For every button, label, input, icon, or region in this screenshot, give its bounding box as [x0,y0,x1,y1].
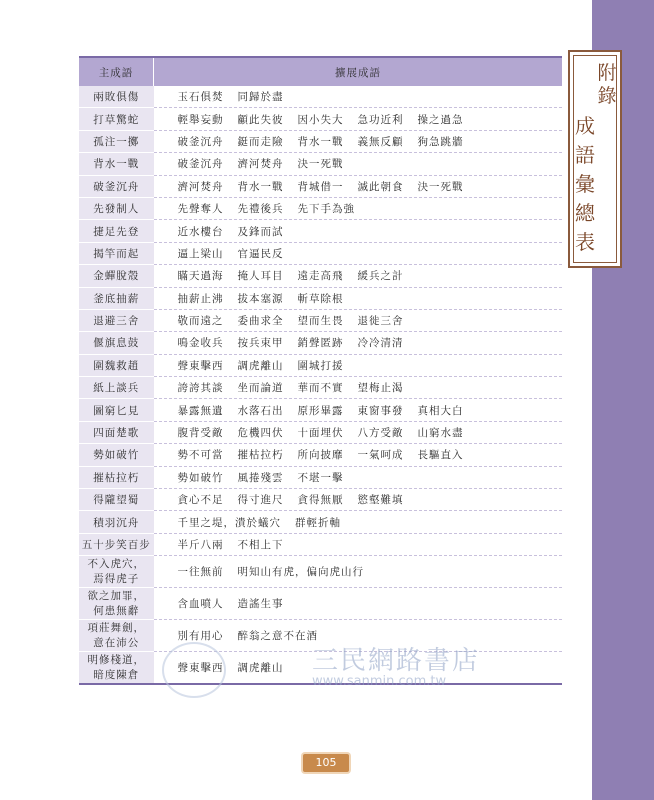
extended-idiom: 勢不可當 [177,449,224,462]
extended-idiom: 調虎離山 [237,359,284,372]
extended-idioms [154,489,563,511]
extended-idiom: 腹背受敵 [177,427,224,440]
table-row [79,444,562,466]
extended-idiom: 濟河焚舟 [177,180,224,193]
header-main-idiom: 主成語 [79,57,154,86]
extended-idiom: 半斤八兩 [177,539,224,551]
main-idiom: 金蟬脫殼 [79,265,154,287]
extended-idioms [154,242,563,264]
table-row [79,489,562,511]
extended-idioms [154,197,563,219]
main-idiom: 不入虎穴， 焉得虎子 [79,556,154,588]
extended-idiom: 委曲求全 [237,315,284,328]
extended-idiom: 聲東擊西 [177,662,224,675]
title-char: 彙 [575,172,595,196]
extended-idiom: 明知山有虎，偏向虎山行 [237,566,364,579]
table-row [79,86,562,108]
title-char: 錄 [597,85,617,107]
main-idiom: 釜底抽薪 [79,287,154,309]
extended-idioms [154,652,563,685]
extended-idiom: 望而生畏 [297,315,344,328]
title-char: 附 [597,62,617,84]
table-row [79,197,562,219]
main-idiom: 勢如破竹 [79,444,154,466]
extended-idiom: 圍城打援 [297,359,344,372]
extended-idioms [154,556,563,588]
extended-idiom: 群輕折軸 [295,516,341,529]
extended-idioms [154,620,563,652]
main-idiom: 積羽沉舟 [79,511,154,533]
extended-idiom: 官逼民反 [237,247,284,260]
extended-idiom: 先禮後兵 [237,203,284,216]
main-idiom: 紙上談兵 [79,377,154,399]
main-idiom: 揭竿而起 [79,242,154,264]
extended-idiom: 十面埋伏 [297,427,344,440]
extended-idiom: 華而不實 [297,382,344,395]
extended-idiom: 先下手為強 [297,203,355,216]
extended-idiom: 水落石出 [237,404,284,417]
main-idiom: 五十步笑百步 [79,533,154,555]
extended-idioms [154,377,563,399]
extended-idioms [154,399,563,421]
main-idiom: 明修棧道， 暗度陳倉 [79,652,154,685]
main-idiom: 欲之加罪， 何患無辭 [79,588,154,620]
table-row [79,153,562,175]
extended-idiom: 近水樓台 [177,225,224,238]
table-row [79,652,562,685]
extended-idiom: 一往無前 [177,566,224,579]
extended-idiom: 操之過急 [417,113,464,126]
extended-idioms [154,86,563,108]
extended-idiom: 摧枯拉朽 [237,449,284,462]
idiom-table [79,56,562,685]
page-number: 105 [303,754,349,772]
extended-idiom: 掩人耳目 [237,270,284,283]
table-row [79,354,562,376]
extended-idiom: 拔本塞源 [237,292,284,305]
extended-idiom: 玉石俱焚 [177,91,224,104]
main-idiom: 四面楚歌 [79,421,154,443]
extended-idiom: 鳴金收兵 [177,337,224,350]
extended-idiom: 濟河焚舟 [237,158,284,171]
extended-idioms [154,153,563,175]
extended-idiom: 一氣呵成 [357,449,404,462]
table-row [79,242,562,264]
appendix-title [574,112,596,257]
table-row [79,265,562,287]
extended-idiom: 退徙三舍 [357,315,404,328]
table-row [79,220,562,242]
title-char: 成 [575,114,595,138]
main-idiom: 圍魏救趙 [79,354,154,376]
table-row [79,421,562,443]
extended-idiom: 山窮水盡 [417,427,464,440]
extended-idiom: 不堪一擊 [297,471,344,484]
extended-idiom: 同歸於盡 [237,91,284,104]
extended-idiom: 原形畢露 [297,404,344,417]
extended-idiom: 敬而遠之 [177,315,224,328]
extended-idiom: 斬草除根 [297,292,344,305]
table-row [79,287,562,309]
extended-idiom: 冷冷清清 [357,337,404,350]
extended-idiom: 東窗事發 [357,404,404,417]
watermark-name: 三民網路書店 [312,646,481,676]
extended-idiom: 因小失大 [297,113,344,126]
table-row [79,556,562,588]
main-idiom: 先發制人 [79,197,154,219]
table-row [79,588,562,620]
extended-idiom: 瞞天過海 [177,270,224,283]
extended-idiom: 逼上梁山 [177,247,224,260]
table-row [79,175,562,197]
extended-idioms [154,309,563,331]
watermark-url: www.sanmin.com.tw [312,674,447,689]
extended-idioms [154,444,563,466]
extended-idiom: 長驅直入 [417,449,464,462]
extended-idioms [154,108,563,130]
extended-idiom: 義無反顧 [357,135,404,148]
table-row [79,533,562,555]
header-extended-idioms: 擴展成語 [154,57,563,86]
appendix-label [596,62,618,108]
table-row [79,399,562,421]
extended-idiom: 遠走高飛 [297,270,344,283]
extended-idiom: 按兵束甲 [237,337,284,350]
extended-idioms [154,588,563,620]
title-char: 語 [575,143,595,167]
extended-idiom: 顧此失彼 [237,113,284,126]
table-row [79,620,562,652]
main-idiom: 得隴望蜀 [79,489,154,511]
extended-idiom: 緩兵之計 [357,270,404,283]
extended-idiom: 聲東擊西 [177,359,224,372]
main-idiom: 圖窮匕見 [79,399,154,421]
main-idiom: 打草驚蛇 [79,108,154,130]
extended-idiom: 造謠生事 [237,598,284,611]
main-idiom: 兩敗俱傷 [79,86,154,108]
table-row [79,377,562,399]
extended-idiom: 銷聲匿跡 [297,337,344,350]
extended-idioms [154,220,563,242]
main-idiom: 偃旗息鼓 [79,332,154,354]
extended-idiom: 先聲奪人 [177,203,224,216]
main-idiom: 退避三舍 [79,309,154,331]
title-char: 表 [575,230,595,254]
main-idiom: 孤注一擲 [79,130,154,152]
extended-idioms [154,332,563,354]
extended-idioms [154,533,563,555]
extended-idiom: 及鋒而試 [237,225,284,238]
extended-idiom: 暴露無遺 [177,404,224,417]
extended-idiom: 決一死戰 [417,180,464,193]
extended-idiom: 勢如破竹 [177,471,224,484]
extended-idioms [154,130,563,152]
extended-idiom: 別有用心 [177,630,224,643]
extended-idiom: 誇誇其談 [177,382,224,395]
main-idiom: 摧枯拉朽 [79,466,154,488]
extended-idiom: 望梅止渴 [357,382,404,395]
table-row [79,130,562,152]
extended-idiom: 所向披靡 [297,449,344,462]
table-row [79,466,562,488]
extended-idiom: 不相上下 [237,539,284,551]
extended-idiom: 狗急跳牆 [417,135,464,148]
extended-idiom: 滅此朝食 [357,180,404,193]
extended-idiom: 貪心不足 [177,494,224,507]
extended-idiom: 坐而論道 [237,382,284,395]
extended-idioms [154,287,563,309]
extended-idioms [154,265,563,287]
extended-idiom: 決一死戰 [297,158,344,171]
extended-idiom: 真相大白 [417,404,464,417]
extended-idiom: 鋌而走險 [237,135,284,148]
extended-idiom: 八方受敵 [357,427,404,440]
extended-idioms [154,421,563,443]
extended-idiom: 抽薪止沸 [177,292,224,305]
main-idiom: 背水一戰 [79,153,154,175]
table-row [79,309,562,331]
extended-idioms [154,466,563,488]
main-idiom: 破釜沉舟 [79,175,154,197]
extended-idiom: 風捲殘雲 [237,471,284,484]
extended-idiom: 含血噴人 [177,598,224,611]
extended-idioms [154,354,563,376]
extended-idiom: 背城借一 [297,180,344,193]
extended-idiom: 破釜沉舟 [177,158,224,171]
main-idiom: 項莊舞劍， 意在沛公 [79,620,154,652]
extended-idiom: 背水一戰 [237,180,284,193]
table-row [79,332,562,354]
main-idiom: 捷足先登 [79,220,154,242]
extended-idiom: 危機四伏 [237,427,284,440]
extended-idioms [154,175,563,197]
extended-idiom: 千里之堤，潰於蟻穴 [177,516,281,529]
extended-idiom: 急功近利 [357,113,404,126]
table-row [79,511,562,533]
extended-idiom: 貪得無厭 [297,494,344,507]
appendix-title-box [568,50,622,268]
title-char: 總 [575,201,595,225]
extended-idiom: 輕舉妄動 [177,113,224,126]
extended-idiom: 醉翁之意不在酒 [237,630,318,643]
extended-idiom: 慾壑難填 [357,494,404,507]
table-row [79,108,562,130]
extended-idiom: 背水一戰 [297,135,344,148]
extended-idioms [154,511,563,533]
extended-idiom: 得寸進尺 [237,494,284,507]
table-header-row [79,57,562,86]
extended-idiom: 破釜沉舟 [177,135,224,148]
extended-idiom: 調虎離山 [237,662,284,675]
